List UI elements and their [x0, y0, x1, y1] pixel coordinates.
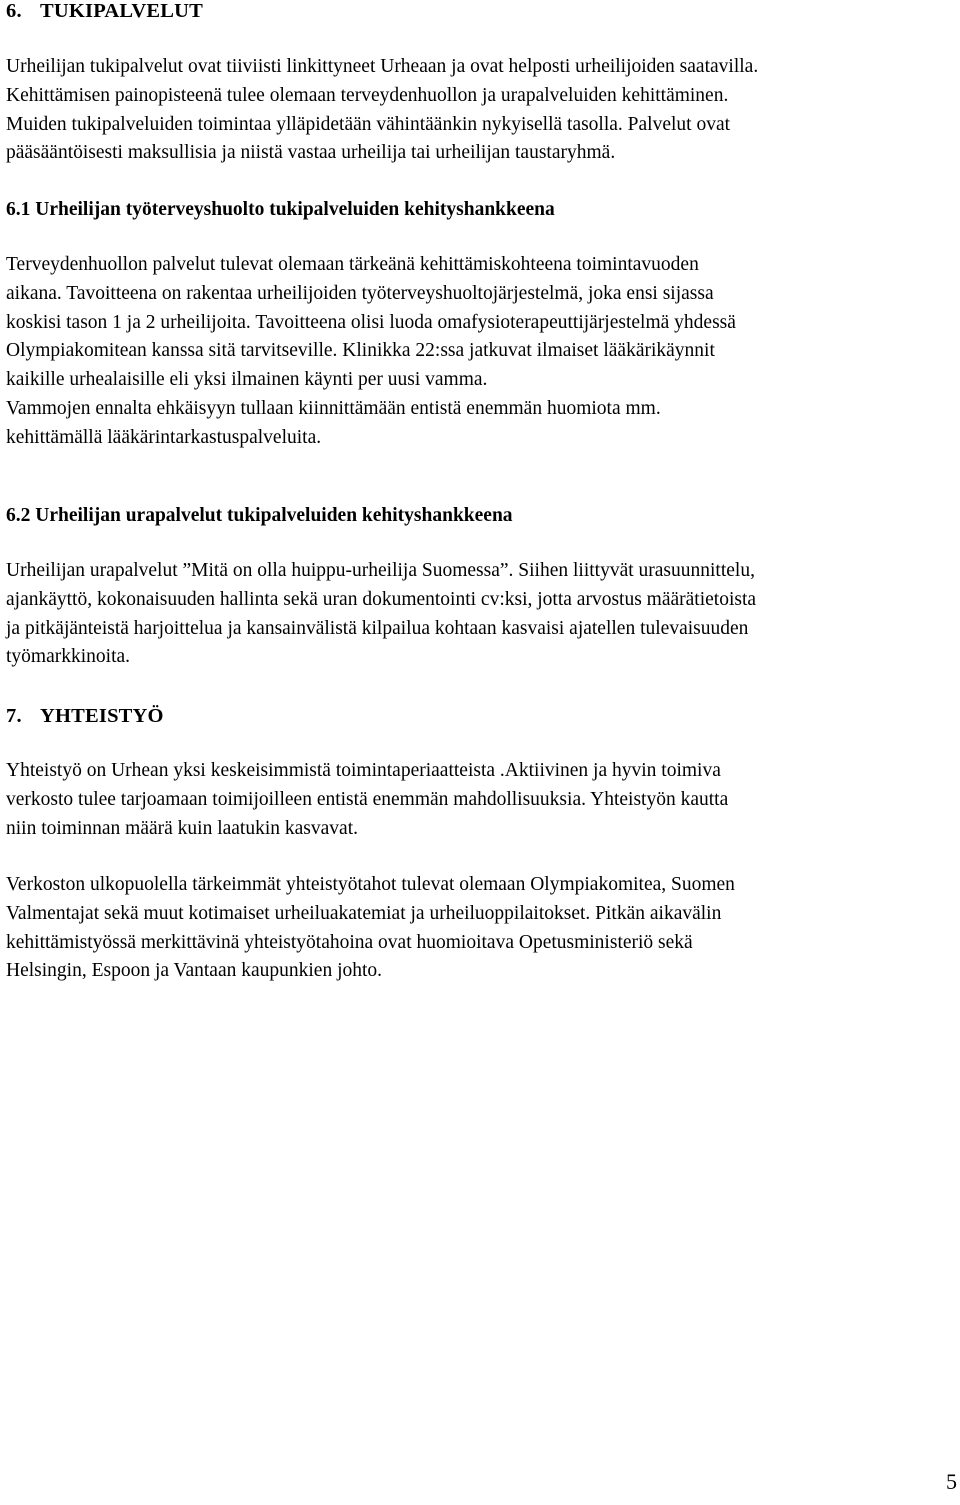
paragraph-line: kehittämällä lääkärintarkastuspalveluita.: [6, 426, 322, 448]
paragraph-line: Helsingin, Espoon ja Vantaan kaupunkien johto.: [6, 960, 383, 982]
section-6-1-paragraph: [6, 251, 736, 453]
paragraph-line: Vammojen ennalta ehkäisyyn tullaan kiinnittämään entistä enemmän huomiota mm.: [6, 397, 661, 419]
paragraph-line: kehittämistyössä merkittävinä yhteistyötahoina ovat huomioitava Opetusministeriö sekä: [6, 931, 693, 953]
paragraph-line: ja pitkäjänteistä harjoittelua ja kansainvälistä kilpailua kohtaan kasvaisi ajatellen tulevaisuuden: [6, 617, 749, 639]
section-7-title: YHTEISTYÖ: [40, 705, 164, 727]
section-6-2-paragraph: [6, 557, 756, 672]
paragraph-line: Urheilijan tukipalvelut ovat tiiviisti linkittyneet Urheaan ja ovat helposti urheilijoiden saatavilla.: [6, 56, 759, 77]
section-6-number: 6.: [6, 0, 22, 22]
paragraph-line: Valmentajat sekä muut kotimaiset urheiluakatemiat ja urheiluoppilaitokset. Pitkän aikavälin: [6, 902, 722, 924]
paragraph-line: Kehittämisen painopisteenä tulee olemaan terveydenhuollon ja urapalveluiden kehittäminen.: [6, 84, 729, 106]
paragraph-line: Urheilijan urapalvelut ”Mitä on olla huippu-urheilija Suomessa”. Siihen liittyvät urasuunnittelu,: [6, 560, 755, 581]
paragraph-line: niin toiminnan määrä kuin laatukin kasvavat.: [6, 817, 358, 839]
section-7-paragraph-1: [6, 757, 728, 843]
paragraph-line: ajankäyttö, kokonaisuuden hallinta sekä uran dokumentointi cv:ksi, jotta arvostus määrätietoista: [6, 588, 757, 610]
paragraph-line: aikana. Tavoitteena on rakentaa urheilijoiden työterveyshuoltojärjestelmä, joka ensi sijassa: [6, 282, 714, 304]
section-7-paragraph-2: [6, 871, 735, 986]
section-6-title: TUKIPALVELUT: [40, 0, 204, 22]
paragraph-line: koskisi tason 1 ja 2 urheilijoita. Tavoitteena olisi luoda omafysioterapeuttijärjestelmä yhdessä: [6, 311, 736, 333]
section-6-paragraph: [6, 53, 758, 168]
paragraph-line: Olympiakomitean kanssa sitä tarvitseville. Klinikka 22:ssa jatkuvat ilmaiset lääkärikäynnit: [6, 340, 715, 362]
section-7-heading: [6, 705, 164, 727]
paragraph-line: kaikille urhealaisille eli yksi ilmainen käynti per uusi vamma.: [6, 369, 488, 391]
section-7-number: 7.: [6, 705, 22, 727]
paragraph-line: Verkoston ulkopuolella tärkeimmät yhteistyötahot tulevat olemaan Olympiakomitea, Suomen: [6, 874, 735, 895]
section-6-2-heading: 6.2 Urheilijan urapalvelut tukipalveluiden kehityshankkeena: [6, 505, 513, 526]
page-number: 5: [946, 1469, 957, 1494]
paragraph-line: työmarkkinoita.: [6, 646, 131, 668]
paragraph-line: Yhteistyö on Urhean yksi keskeisimmistä toimintaperiaatteista .Aktiivinen ja hyvin toimiva: [6, 760, 721, 781]
paragraph-line: verkosto tulee tarjoamaan toimijoilleen entistä enemmän mahdollisuuksia. Yhteistyön kautta: [6, 788, 729, 810]
paragraph-line: pääsääntöisesti maksullisia ja niistä vastaa urheilija tai urheilijan taustaryhmä.: [6, 142, 616, 164]
paragraph-line: Terveydenhuollon palvelut tulevat olemaan tärkeänä kehittämiskohteena toimintavuoden: [6, 254, 699, 275]
paragraph-line: Muiden tukipalveluiden toimintaa ylläpidetään vähintäänkin nykyisellä tasolla. Palvelut ovat: [6, 113, 731, 135]
section-6-heading: [6, 0, 203, 22]
section-6-1-heading: 6.1 Urheilijan työterveyshuolto tukipalveluiden kehityshankkeena: [6, 199, 555, 220]
